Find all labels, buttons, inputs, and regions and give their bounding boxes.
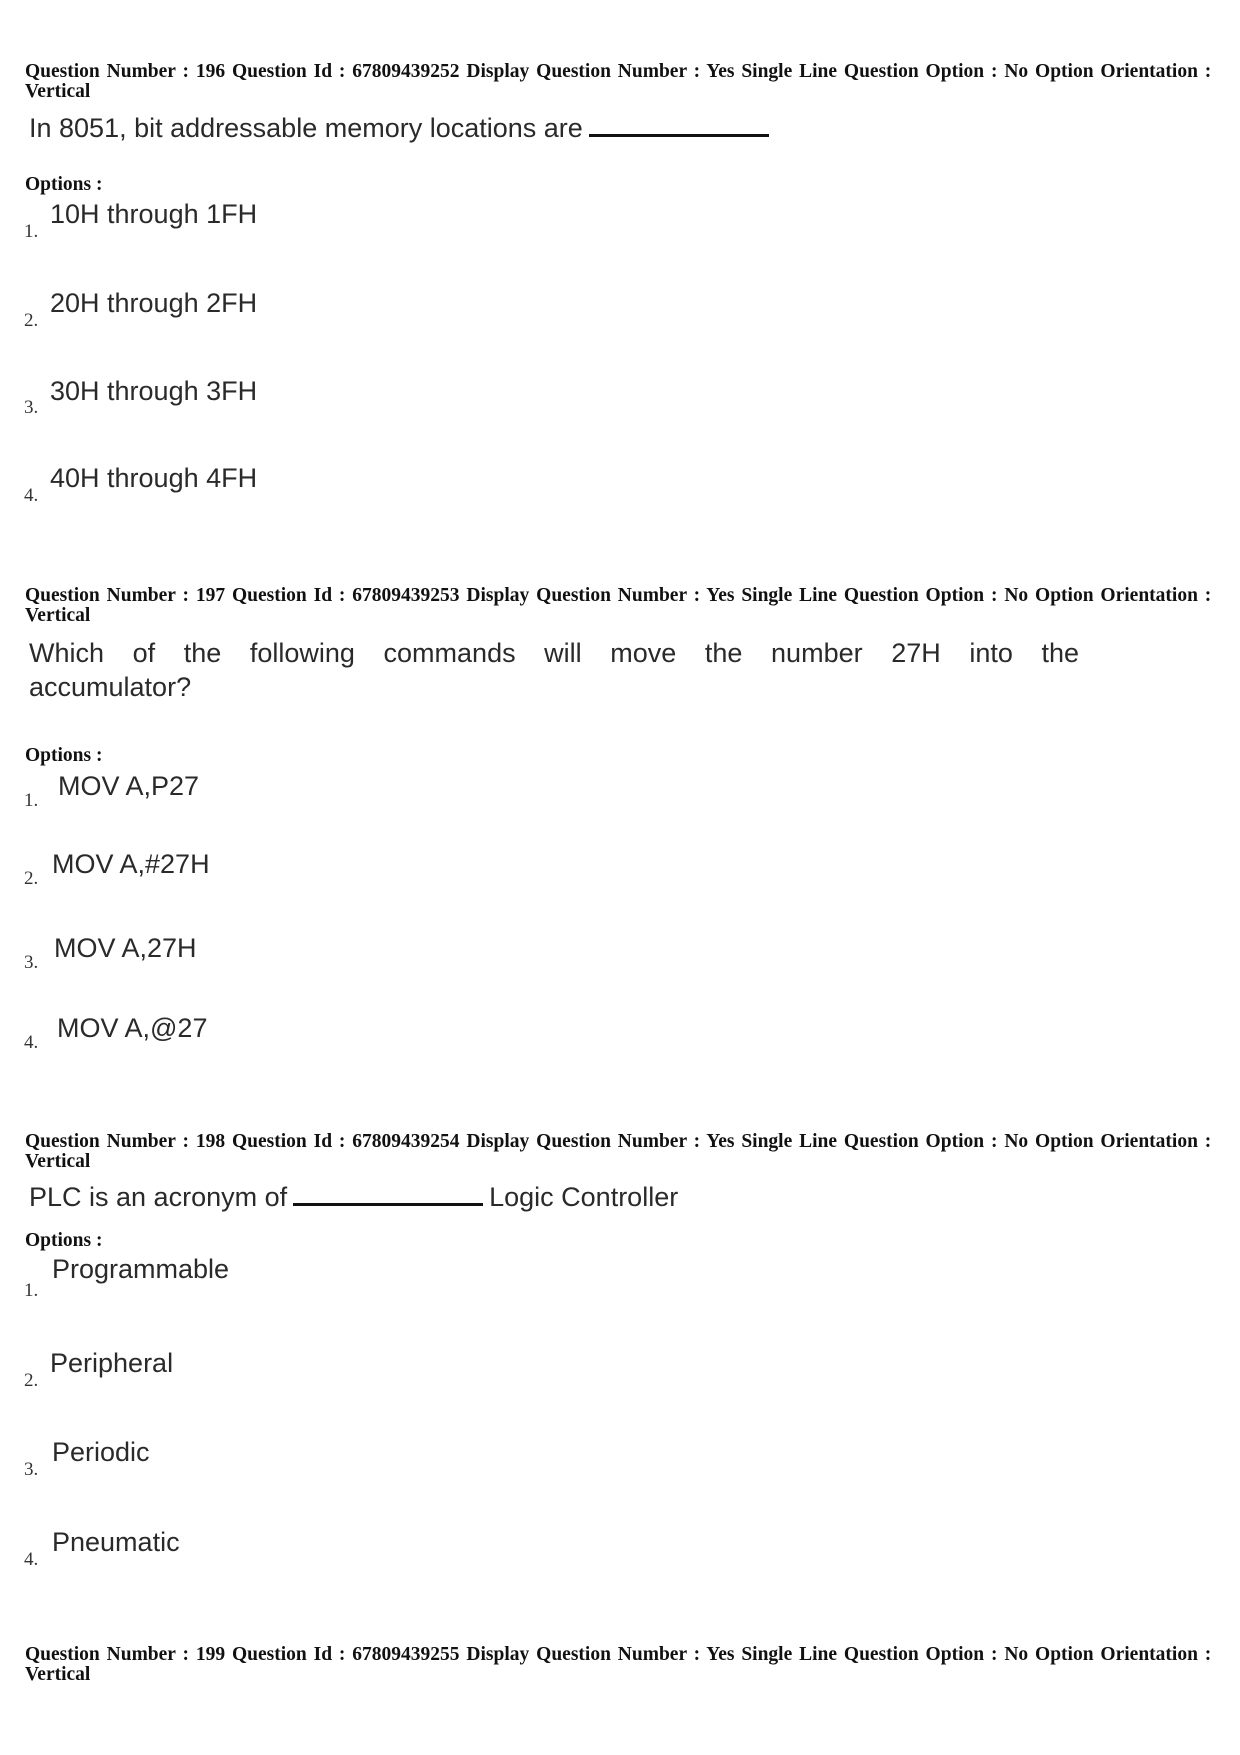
option-number: 2. xyxy=(24,1370,39,1391)
option-number: 3. xyxy=(24,1459,39,1480)
answer-blank xyxy=(589,114,769,137)
option-number: 4. xyxy=(24,1032,39,1053)
option-text: MOV A,@27 xyxy=(57,1013,208,1043)
option-number: 4. xyxy=(24,1549,39,1570)
options-label: Options : xyxy=(25,745,103,766)
option-text: MOV A,#27H xyxy=(52,849,210,879)
option-text: Peripheral xyxy=(50,1348,174,1378)
option-text: Programmable xyxy=(52,1254,230,1284)
question-197-meta: Question Number : 197 Question Id : 67809439253 Display Question Number : Yes Single Line Question Option : No Option Orientation : Vertical xyxy=(25,585,1212,626)
question-199-meta: Question Number : 199 Question Id : 67809439255 Display Question Number : Yes Single Line Question Option : No Option Orientation : Vertical xyxy=(25,1644,1212,1685)
options-label: Options : xyxy=(25,174,103,195)
option-number: 4. xyxy=(24,485,39,506)
answer-blank xyxy=(293,1183,483,1206)
option-text: 30H through 3FH xyxy=(50,376,258,406)
option-number: 1. xyxy=(24,1280,39,1301)
option-text: Periodic xyxy=(52,1437,150,1467)
question-198-text xyxy=(29,1180,678,1214)
option-text: MOV A,27H xyxy=(54,933,197,963)
question-text-part: Logic Controller xyxy=(489,1182,679,1212)
option-text: 10H through 1FH xyxy=(50,199,258,229)
question-197-text: Which of the following commands will move the number 27H into the accumulator? xyxy=(29,638,1079,702)
options-label: Options : xyxy=(25,1230,103,1251)
option-number: 2. xyxy=(24,310,39,331)
option-number: 2. xyxy=(24,868,39,889)
question-198-meta: Question Number : 198 Question Id : 67809439254 Display Question Number : Yes Single Line Question Option : No Option Orientation : Vertical xyxy=(25,1131,1212,1172)
question-text-part: PLC is an acronym of xyxy=(29,1182,288,1212)
question-196-text xyxy=(29,111,775,145)
option-number: 1. xyxy=(24,790,39,811)
option-number: 3. xyxy=(24,952,39,973)
option-number: 3. xyxy=(24,397,39,418)
option-text: 20H through 2FH xyxy=(50,288,258,318)
question-196-meta: Question Number : 196 Question Id : 67809439252 Display Question Number : Yes Single Line Question Option : No Option Orientation : Vertical xyxy=(25,61,1212,102)
question-text-part: In 8051, bit addressable memory locations are xyxy=(29,113,583,143)
option-text: Pneumatic xyxy=(52,1527,180,1557)
option-text: 40H through 4FH xyxy=(50,463,258,493)
option-text: MOV A,P27 xyxy=(58,771,200,801)
option-number: 1. xyxy=(24,221,39,242)
